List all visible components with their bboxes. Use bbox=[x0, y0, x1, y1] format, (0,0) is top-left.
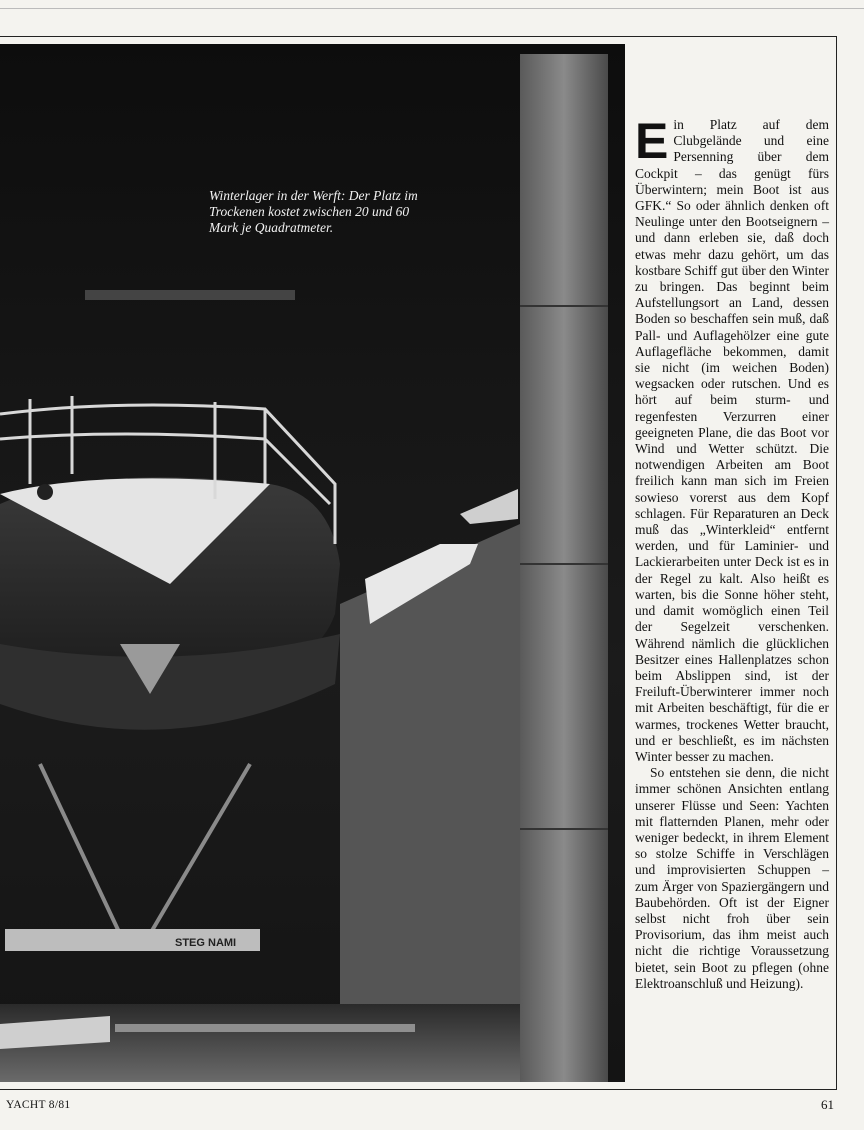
paragraph-1-text: in Platz auf dem Clubgelände und eine Persenning über dem Cockpit – das genügt fürs Überwintern; mein Boot ist aus GFK.“ So oder ähnlich denken oft Neulinge unter den Bootseignern – und dann erleben sie, daß doch etwas mehr dazu gehört, um das kostbare Schiff gut über den Winter zu bringen. Das beginnt beim Aufstellungsort an Land, dessen Boden so beschaffen sein muß, daß Pall- und Auflagehölzer eine gute Auflagefläche bekommen, damit sie nicht (im weichen Boden) wegsacken oder rutschen. Und es hört auf beim sturm- und regenfesten Verzurren einer geeigneten Plane, die das Boot vor Wind und Wetter schützt. Die notwendigen Arbeiten am Boot freilich kann man sich im Freien sowieso vorerst aus dem Kopf schlagen. Für Reparaturen an Deck muß das „Winterkleid“ entfernt werden, und für Laminier- und Lackierarbeiten unter Deck ist es in der Regel zu kalt. Also heißt es warten, bis die Sonne höher steht, und damit womöglich einen Teil der Segelzeit verschenken. Während nämlich die glücklichen Besitzer eines Hallenplatzes schon beim Abslippen sind, ist der Freiluft-Überwinterer immer noch mit Arbeiten beschäftigt, für die er warmes, trockenes Wetter braucht, und er beschließt, es im nächsten Winter besser zu machen. bbox=[635, 117, 829, 764]
drop-cap: E bbox=[635, 113, 669, 169]
boat-hall-photo bbox=[0, 44, 625, 1082]
top-rule bbox=[0, 8, 864, 9]
hall-beam bbox=[85, 290, 295, 300]
photo-caption: Winterlager in der Werft: Der Platz im Trockenen kostet zwischen 20 und 60 Mark je Quadratmeter. bbox=[209, 188, 418, 235]
article-text bbox=[635, 113, 829, 992]
page-number: 61 bbox=[821, 1097, 834, 1112]
article-paragraph-2: So entstehen sie denn, die nicht immer schönen Ansichten entlang unserer Flüsse und Seen: Yachten mit flatternden Planen, mehr oder weniger bedeckt, in ihrem Element so stolze Schiffe in Verschlägen und improvisierten Schuppen – zum Ärger von Spaziergängern und Baubehörden. Oft ist der Eigner selbst nicht froh über sein Provisorium, das ihm meist auch nicht die richtige Voraussetzung bietet, sein Boot zu pflegen (ohne Elektroanschluß und Heizung). bbox=[635, 765, 829, 991]
concrete-pillar bbox=[520, 54, 608, 1082]
second-boat-hull bbox=[340, 524, 520, 1024]
article-paragraph-1 bbox=[635, 113, 829, 765]
magazine-issue: YACHT 8/81 bbox=[6, 1099, 71, 1111]
boat-name-plate: STEG NAMI bbox=[175, 937, 237, 949]
